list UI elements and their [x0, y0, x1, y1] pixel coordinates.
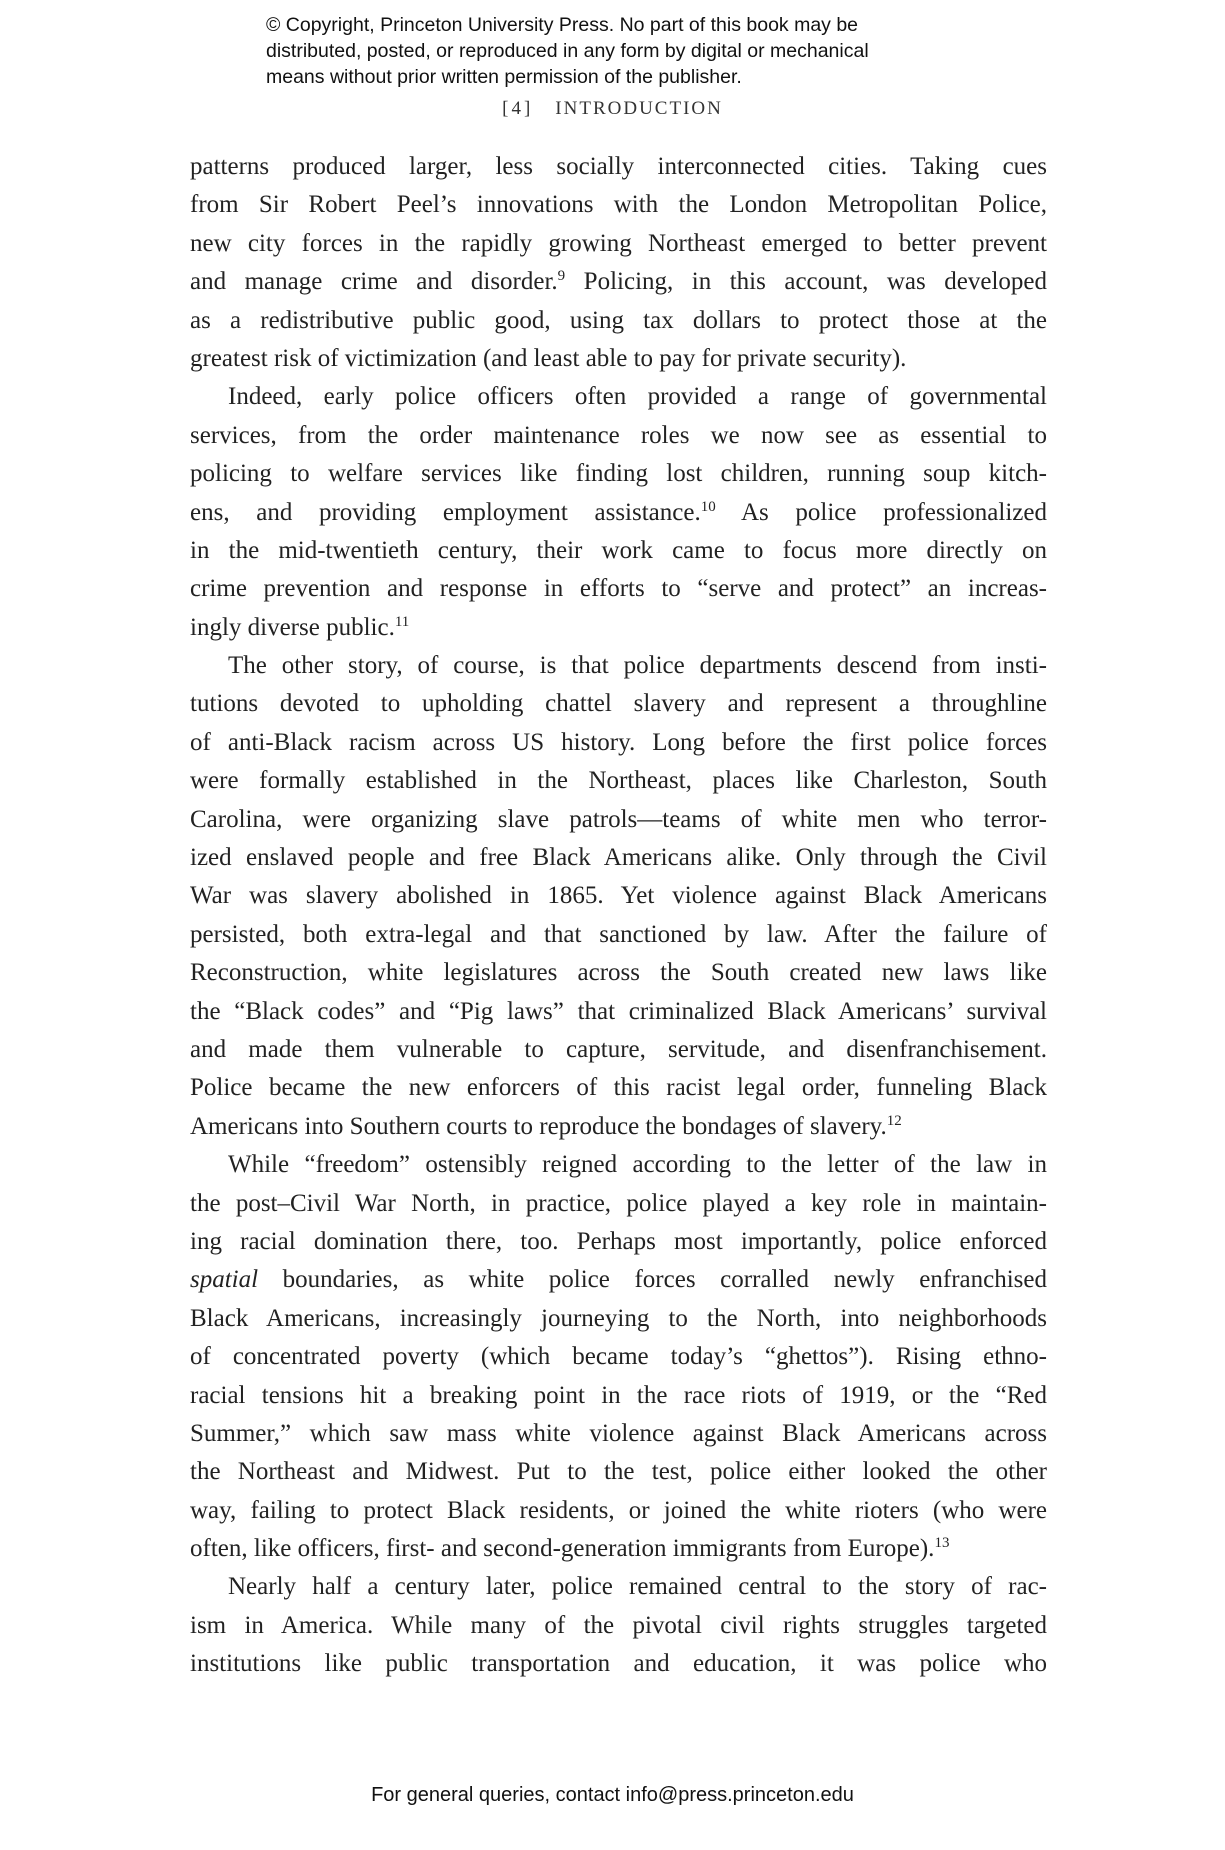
text-line [190, 1338, 1047, 1376]
text-line [190, 302, 1047, 340]
body-text [190, 148, 1047, 1684]
text-run: ized enslaved people and free Black Americans alike. Only through the Civil [190, 844, 1047, 872]
text-line [190, 378, 1047, 416]
text-run: boundaries, as white police forces corralled newly enfranchised [258, 1266, 1047, 1294]
text-run: War was slavery abolished in 1865. Yet violence against Black Americans [190, 882, 1047, 910]
paragraph [190, 1568, 1047, 1683]
text-line [190, 801, 1047, 839]
text-line [190, 1492, 1047, 1530]
text-line [190, 993, 1047, 1031]
text-line [190, 1261, 1047, 1299]
text-run: patterns produced larger, less socially interconnected cities. Taking cues [190, 153, 1047, 180]
text-line [190, 1645, 1047, 1683]
footer-contact: For general queries, contact info@press.princeton.edu [371, 1784, 854, 1806]
text-run: policing to welfare services like finding lost children, running soup kitch- [190, 460, 1047, 488]
chapter-title: INTRODUCTION [555, 98, 723, 119]
text-run: tutions devoted to upholding chattel slavery and represent a throughline [190, 690, 1047, 718]
text-line [190, 455, 1047, 493]
text-run: racial tensions hit a breaking point in the race riots of 1919, or the “Red [190, 1381, 1047, 1409]
text-line [190, 954, 1047, 992]
text-line [190, 263, 1047, 301]
text-run: as a redistributive public good, using tax dollars to protect those at the [190, 306, 1047, 334]
text-run: institutions like public transportation and education, it was police who [190, 1650, 1047, 1678]
text-run: Police became the new enforcers of this racist legal order, funneling Black [190, 1074, 1047, 1102]
text-run: Americans into Southern courts to reproduce the bondages of slavery. [190, 1112, 887, 1140]
text-line [190, 1568, 1047, 1606]
text-run: from Sir Robert Peel’s innovations with the London Metropolitan Police, [190, 191, 1047, 219]
text-line [190, 1530, 1047, 1568]
text-run: new city forces in the rapidly growing Northeast emerged to better prevent [190, 229, 1047, 257]
text-run: and manage crime and disorder. [190, 268, 558, 296]
copyright-line: © Copyright, Princeton University Press. No part of this book may be [266, 14, 859, 36]
text-run: ingly diverse public. [190, 613, 395, 641]
text-run: of anti-Black racism across US history. Long before the first police forces [190, 728, 1047, 756]
text-line [190, 1031, 1047, 1069]
text-line [190, 148, 1047, 186]
text-line [190, 647, 1047, 685]
text-run: and made them vulnerable to capture, servitude, and disenfranchisement. [190, 1035, 1047, 1063]
text-line [190, 1300, 1047, 1338]
text-line [190, 916, 1047, 954]
text-run: were formally established in the Northeast, places like Charleston, South [190, 767, 1047, 795]
text-line [190, 1415, 1047, 1453]
text-line [190, 1108, 1047, 1146]
text-line [190, 1377, 1047, 1415]
text-run: the post–Civil War North, in practice, police played a key role in maintain- [190, 1189, 1047, 1217]
copyright-notice [266, 12, 869, 90]
paragraph [190, 647, 1047, 1146]
text-run: Policing, in this account, was developed [565, 268, 1047, 296]
text-run: As police professionalized [715, 498, 1047, 526]
text-line [190, 1069, 1047, 1107]
text-run: ens, and providing employment assistance. [190, 498, 701, 526]
footnote-marker: 11 [394, 613, 410, 630]
text-line [190, 1146, 1047, 1184]
footnote-marker: 10 [700, 498, 716, 515]
text-run: services, from the order maintenance roles we now see as essential to [190, 421, 1047, 449]
text-line [190, 186, 1047, 224]
text-run: crime prevention and response in efforts to “serve and protect” an increas- [190, 575, 1047, 603]
text-line [190, 494, 1047, 532]
paragraph [190, 378, 1047, 647]
text-line [190, 570, 1047, 608]
text-run: While “freedom” ostensibly reigned according to the letter of the law in [228, 1151, 1047, 1179]
text-line [190, 724, 1047, 762]
text-line [190, 762, 1047, 800]
text-line [190, 532, 1047, 570]
text-line [190, 1607, 1047, 1645]
text-run: greatest risk of victimization (and least able to pay for private security). [190, 344, 907, 372]
text-run: Reconstruction, white legislatures across the South created new laws like [190, 959, 1047, 987]
text-run: Nearly half a century later, police remained central to the story of rac- [228, 1573, 1047, 1601]
text-line [190, 839, 1047, 877]
copyright-line: distributed, posted, or reproduced in any form by digital or mechanical [266, 40, 869, 62]
running-head [0, 98, 1225, 120]
footnote-marker: 12 [886, 1112, 902, 1129]
text-run: often, like officers, first- and second-generation immigrants from Europe). [190, 1535, 935, 1563]
text-run: The other story, of course, is that police departments descend from insti- [228, 652, 1047, 680]
text-line [190, 1453, 1047, 1491]
page-number: [4] [502, 98, 534, 119]
text-run: way, failing to protect Black residents, or joined the white rioters (who were [190, 1496, 1047, 1524]
text-run: the Northeast and Midwest. Put to the test, police either looked the other [190, 1458, 1047, 1486]
text-line [190, 417, 1047, 455]
text-line [190, 225, 1047, 263]
text-line [190, 1185, 1047, 1223]
copyright-line: means without prior written permission of the publisher. [266, 66, 742, 88]
text-run: Carolina, were organizing slave patrols—teams of white men who terror- [190, 805, 1047, 833]
paragraph [190, 148, 1047, 378]
text-line [190, 609, 1047, 647]
text-line [190, 1223, 1047, 1261]
text-run: ism in America. While many of the pivotal civil rights struggles targeted [190, 1611, 1047, 1639]
text-line [190, 877, 1047, 915]
text-run: Indeed, early police officers often provided a range of governmental [228, 383, 1047, 411]
text-line [190, 685, 1047, 723]
text-run: the “Black codes” and “Pig laws” that criminalized Black Americans’ survival [190, 997, 1047, 1025]
text-run: ing racial domination there, too. Perhaps most importantly, police enforced [190, 1227, 1047, 1255]
text-run: persisted, both extra-legal and that sanctioned by law. After the failure of [190, 920, 1047, 948]
text-run: Summer,” which saw mass white violence against Black Americans across [190, 1419, 1047, 1447]
text-line [190, 340, 1047, 378]
footnote-marker: 13 [934, 1535, 950, 1552]
text-run: of concentrated poverty (which became today’s “ghettos”). Rising ethno- [190, 1343, 1047, 1371]
italic-text: spatial [190, 1266, 259, 1294]
paragraph [190, 1146, 1047, 1568]
footnote-marker: 9 [557, 268, 566, 285]
text-run: Black Americans, increasingly journeying to the North, into neighborhoods [190, 1304, 1047, 1332]
text-run: in the mid-twentieth century, their work came to focus more directly on [190, 536, 1047, 564]
